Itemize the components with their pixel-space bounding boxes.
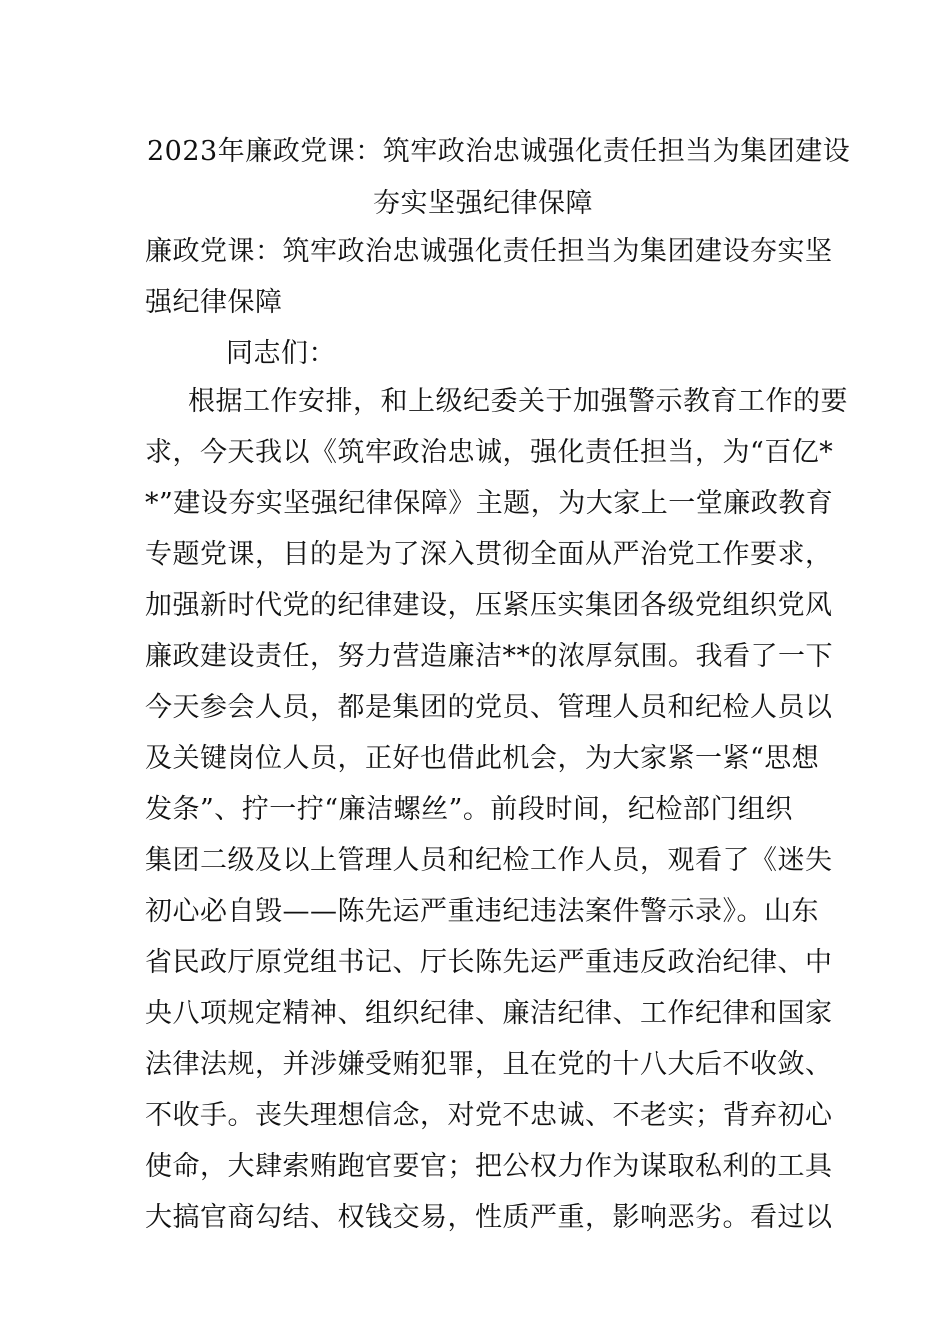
body-line: 廉政建设责任，努力营造廉洁**的浓厚氛围。我看了一下 xyxy=(145,641,833,672)
document-title-line-2: 夯实坚强纪律保障 xyxy=(373,188,593,219)
document-subtitle-line-2: 强纪律保障 xyxy=(145,287,283,318)
body-line: 使命，大肆索贿跑官要官；把公权力作为谋取私利的工具 xyxy=(145,1151,833,1182)
body-line: *”建设夯实坚强纪律保障》主题，为大家上一堂廉政教育 xyxy=(145,488,834,519)
body-line: 今天参会人员，都是集团的党员、管理人员和纪检人员以 xyxy=(145,692,833,723)
body-line: 初心必自毁——陈先运严重违纪违法案件警示录》。山东 xyxy=(145,896,819,927)
body-line: 求，今天我以《筑牢政治忠诚，强化责任担当，为“百亿* xyxy=(145,437,834,468)
body-line: 集团二级及以上管理人员和纪检工作人员，观看了《迷失 xyxy=(145,845,833,876)
body-line: 及关键岗位人员，正好也借此机会，为大家紧一紧“思想 xyxy=(145,743,820,774)
body-line: 不收手。丧失理想信念，对党不忠诚、不老实；背弃初心 xyxy=(145,1100,833,1131)
body-line: 央八项规定精神、组织纪律、廉洁纪律、工作纪律和国家 xyxy=(145,998,833,1029)
body-line: 大搞官商勾结、权钱交易，性质严重，影响恶劣。看过以 xyxy=(145,1202,833,1233)
body-line: 法律法规，并涉嫌受贿犯罪，且在党的十八大后不收敛、 xyxy=(145,1049,833,1080)
document-title-line-1: 2023年廉政党课：筑牢政治忠诚强化责任担当为集团建设 xyxy=(147,136,851,167)
greeting: 同志们： xyxy=(226,338,336,369)
body-line: 加强新时代党的纪律建设，压紧压实集团各级党组织党风 xyxy=(145,590,833,621)
body-line: 省民政厅原党组书记、厅长陈先运严重违反政治纪律、中 xyxy=(145,947,833,978)
body-line: 专题党课，目的是为了深入贯彻全面从严治党工作要求， xyxy=(145,539,833,570)
body-line: 根据工作安排，和上级纪委关于加强警示教育工作的要 xyxy=(188,386,848,417)
document-subtitle-line-1: 廉政党课：筑牢政治忠诚强化责任担当为集团建设夯实坚 xyxy=(145,236,833,267)
body-line: 发条”、拧一拧“廉洁螺丝”。前段时间，纪检部门组织 xyxy=(145,794,793,825)
